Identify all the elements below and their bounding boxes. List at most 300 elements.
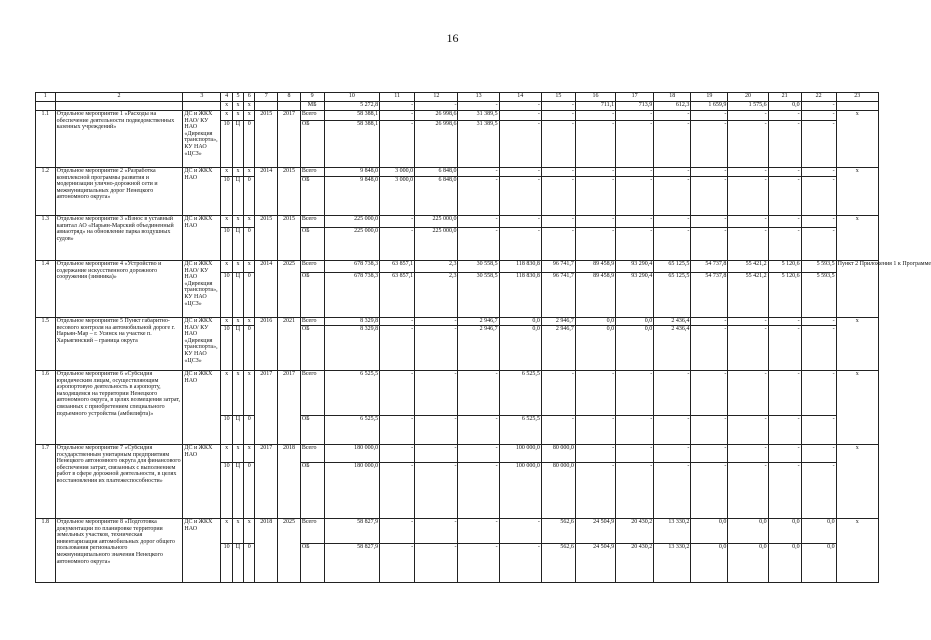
amount-cell: - [728, 121, 768, 168]
code-cell: Ц [232, 273, 243, 318]
funding-source: Всего [300, 216, 324, 228]
code-cell: 0 [244, 326, 255, 371]
amount-cell: - [380, 463, 415, 519]
end-year: 2017 [278, 111, 301, 168]
amount-cell: - [654, 216, 691, 228]
funding-source: ОБ [300, 228, 324, 261]
amount-cell: - [616, 463, 654, 519]
funding-source: ОБ [300, 121, 324, 168]
budget-total-cell: - [458, 102, 499, 111]
column-header: 18 [654, 93, 691, 102]
amount-cell: - [458, 228, 499, 261]
amount-cell: - [654, 445, 691, 463]
amount-cell: - [458, 463, 499, 519]
budget-total-cell: - [499, 102, 541, 111]
funding-source: Всего [300, 111, 324, 121]
amount-cell: - [541, 121, 575, 168]
amount-cell: 31 389,5 [458, 111, 499, 121]
amount-cell: - [801, 371, 836, 416]
amount-cell: 31 389,5 [458, 121, 499, 168]
column-header: 22 [801, 93, 836, 102]
amount-cell: - [654, 177, 691, 216]
amount-cell: - [768, 416, 801, 445]
code-cell: 10 [221, 463, 232, 519]
amount-cell: - [575, 216, 615, 228]
code-cell: x [221, 111, 232, 121]
code-cell: Ц [232, 544, 243, 583]
budget-total-cell: 0,0 [768, 102, 801, 111]
amount-cell: - [458, 177, 499, 216]
code-cell: Ц [232, 416, 243, 445]
code-cell: x [232, 519, 243, 544]
budget-total-cell: - [380, 102, 415, 111]
column-header: 10 [324, 93, 380, 102]
amount-cell: - [499, 228, 541, 261]
amount-cell: - [728, 326, 768, 371]
budget-total-cell [55, 102, 183, 111]
activity-number: 1.5 [36, 318, 56, 371]
end-year: 2015 [278, 168, 301, 216]
code-cell: 0 [244, 273, 255, 318]
activity-number: 1.1 [36, 111, 56, 168]
code-cell: 0 [244, 177, 255, 216]
amount-cell: - [575, 371, 615, 416]
code-cell: x [232, 168, 243, 177]
budget-total-cell: x [221, 102, 232, 111]
amount-cell: - [691, 216, 728, 228]
code-cell: Ц [232, 326, 243, 371]
amount-cell: - [768, 445, 801, 463]
amount-cell: 6 848,0 [415, 177, 458, 216]
end-year: 2015 [278, 216, 301, 261]
code-cell: x [244, 318, 255, 326]
amount-cell: - [654, 228, 691, 261]
amount-cell: - [499, 168, 541, 177]
amount-cell: 225 000,0 [324, 216, 380, 228]
column-header: 12 [415, 93, 458, 102]
amount-cell: 89 458,9 [575, 261, 615, 273]
start-year: 2016 [255, 318, 278, 371]
amount-cell: - [616, 416, 654, 445]
activity-number: 1.8 [36, 519, 56, 583]
responsible-executor: ДС и ЖКХ НАО [183, 371, 221, 445]
amount-cell: 58 388,1 [324, 111, 380, 121]
amount-cell: 180 000,0 [324, 445, 380, 463]
amount-cell: 58 827,9 [324, 519, 380, 544]
note-cell: Пункт 2 Приложения 1 к Программе [836, 261, 878, 318]
code-cell: Ц [232, 121, 243, 168]
amount-cell: - [458, 216, 499, 228]
amount-cell: 3 000,0 [380, 168, 415, 177]
activity-row-total [36, 261, 879, 273]
amount-cell: - [415, 416, 458, 445]
column-header: 15 [541, 93, 575, 102]
funding-source: ОБ [300, 544, 324, 583]
amount-cell: - [380, 544, 415, 583]
note-cell: x [836, 111, 878, 168]
budget-total-cell: 1 659,9 [691, 102, 728, 111]
code-cell: 10 [221, 121, 232, 168]
budget-total-cell: 713,9 [616, 102, 654, 111]
amount-cell: - [415, 318, 458, 326]
amount-cell: 0,0 [728, 519, 768, 544]
activity-name: Отдельное мероприятие 2 «Разработка комплексной программы развития и модернизации улично-дорожной сети и межмуниципальных дорог Ненецкого автономного округа» [55, 168, 183, 216]
amount-cell: 118 830,8 [499, 261, 541, 273]
amount-cell: - [654, 168, 691, 177]
amount-cell: - [415, 463, 458, 519]
amount-cell: 8 329,8 [324, 326, 380, 371]
code-cell: x [244, 168, 255, 177]
amount-cell: - [415, 445, 458, 463]
amount-cell: - [801, 168, 836, 177]
amount-cell: - [691, 168, 728, 177]
funding-source: Всего [300, 168, 324, 177]
amount-cell: 54 737,8 [691, 273, 728, 318]
amount-cell: - [728, 177, 768, 216]
column-header: 9 [300, 93, 324, 102]
amount-cell: - [728, 445, 768, 463]
amount-cell: - [458, 445, 499, 463]
amount-cell: - [380, 371, 415, 416]
budget-total-cell: - [541, 102, 575, 111]
amount-cell: 5 593,5 [801, 261, 836, 273]
amount-cell: 6 525,5 [499, 371, 541, 416]
responsible-executor: ДС и ЖКХ НАО [183, 168, 221, 216]
end-year: 2025 [278, 261, 301, 318]
amount-cell: - [575, 177, 615, 216]
column-header: 2 [55, 93, 183, 102]
amount-cell: 65 125,5 [654, 273, 691, 318]
amount-cell: - [458, 519, 499, 544]
amount-cell: 225 000,0 [415, 216, 458, 228]
activity-name: Отдельное мероприятие 4 «Устройство и содержание искусственного дорожного сооружения (зимника)» [55, 261, 183, 318]
amount-cell: 55 421,2 [728, 273, 768, 318]
amount-cell: - [575, 463, 615, 519]
amount-cell: - [728, 318, 768, 326]
activity-name: Отдельное мероприятие 8 «Подготовка документации по планировке территории земельных участков, техническая инвентаризация автомобильных дорог общего пользования регионального межмуниципального значения Ненецкого автономного округа» [55, 519, 183, 583]
column-header: 16 [575, 93, 615, 102]
amount-cell: - [380, 445, 415, 463]
amount-cell: 0,0 [691, 544, 728, 583]
amount-cell: 58 827,9 [324, 544, 380, 583]
amount-cell: - [499, 216, 541, 228]
start-year: 2017 [255, 371, 278, 445]
budget-total-cell: x [244, 102, 255, 111]
amount-cell: 2 946,7 [458, 326, 499, 371]
activity-number: 1.4 [36, 261, 56, 318]
amount-cell: - [458, 168, 499, 177]
amount-cell: - [654, 463, 691, 519]
budget-total-cell [36, 102, 56, 111]
budget-total-row [36, 102, 879, 111]
amount-cell: 5 593,5 [801, 273, 836, 318]
amount-cell: 0,0 [768, 519, 801, 544]
amount-cell: 0,0 [575, 326, 615, 371]
amount-cell: - [458, 371, 499, 416]
amount-cell: - [654, 416, 691, 445]
amount-cell: 54 737,8 [691, 261, 728, 273]
amount-cell: 13 330,2 [654, 544, 691, 583]
budget-total-cell [278, 102, 301, 111]
start-year: 2014 [255, 261, 278, 318]
activity-row-total [36, 318, 879, 326]
amount-cell: - [616, 371, 654, 416]
amount-cell: 2 946,7 [458, 318, 499, 326]
code-cell: x [244, 261, 255, 273]
responsible-executor: ДС и ЖКХ НАО/ КУ НАО «Дирекция транспорта», КУ НАО «ЦСЗ» [183, 111, 221, 168]
amount-cell: - [380, 111, 415, 121]
column-header: 23 [836, 93, 878, 102]
responsible-executor: ДС и ЖКХ НАО/ КУ НАО «Дирекция транспорта», КУ НАО «ЦСЗ» [183, 318, 221, 371]
amount-cell: - [691, 463, 728, 519]
code-cell: 10 [221, 273, 232, 318]
amount-cell: 118 830,8 [499, 273, 541, 318]
amount-cell: - [380, 318, 415, 326]
activity-name: Отдельное мероприятие 6 «Субсидия юридическим лицам, осуществляющим аэропортовую деятельность в аэропорту, находящемся на территории Ненецкого автономного округа, в целях возмещения затрат, связанных с приобретением специального подъемного устройства (амбилифта)» [55, 371, 183, 445]
responsible-executor: ДС и ЖКХ НАО [183, 519, 221, 583]
funding-source: ОБ [300, 273, 324, 318]
amount-cell: - [380, 121, 415, 168]
header-row [36, 93, 879, 102]
amount-cell: - [654, 111, 691, 121]
code-cell: x [221, 445, 232, 463]
amount-cell: 0,0 [499, 318, 541, 326]
code-cell: Ц [232, 177, 243, 216]
amount-cell: 6 848,0 [415, 168, 458, 177]
amount-cell: - [691, 371, 728, 416]
code-cell: Ц [232, 463, 243, 519]
amount-cell: - [728, 228, 768, 261]
activity-row-total [36, 216, 879, 228]
table-body [36, 93, 931, 583]
activity-number: 1.7 [36, 445, 56, 519]
end-year: 2025 [278, 519, 301, 583]
amount-cell: - [616, 168, 654, 177]
column-header: 14 [499, 93, 541, 102]
amount-cell: 63 857,1 [380, 273, 415, 318]
amount-cell: 0,0 [728, 544, 768, 583]
amount-cell: - [499, 111, 541, 121]
activity-row-total [36, 111, 879, 121]
amount-cell: - [616, 216, 654, 228]
amount-cell: - [801, 445, 836, 463]
funding-source: ОБ [300, 463, 324, 519]
amount-cell: - [768, 216, 801, 228]
code-cell: x [232, 216, 243, 228]
amount-cell: - [616, 177, 654, 216]
amount-cell: 2 946,7 [541, 318, 575, 326]
amount-cell: 562,6 [541, 544, 575, 583]
code-cell: x [221, 371, 232, 416]
column-header: 21 [768, 93, 801, 102]
amount-cell: - [575, 121, 615, 168]
column-header: 5 [232, 93, 243, 102]
amount-cell: - [728, 111, 768, 121]
amount-cell: 2 946,7 [541, 326, 575, 371]
start-year: 2014 [255, 168, 278, 216]
start-year: 2015 [255, 111, 278, 168]
note-cell: x [836, 168, 878, 216]
activity-number: 1.6 [36, 371, 56, 445]
amount-cell: 225 000,0 [324, 228, 380, 261]
amount-cell: - [458, 416, 499, 445]
page-number: 16 [446, 31, 459, 45]
amount-cell: - [499, 544, 541, 583]
amount-cell: 30 558,5 [458, 261, 499, 273]
budget-total-cell: 711,1 [575, 102, 615, 111]
code-cell: 0 [244, 228, 255, 261]
amount-cell: 2 436,4 [654, 326, 691, 371]
column-header: 8 [278, 93, 301, 102]
note-cell: x [836, 216, 878, 261]
amount-cell: - [541, 416, 575, 445]
activity-name: Отдельное мероприятие 7 «Субсидия государственным унитарным предприятиям Ненецкого автономного округа для финансового обеспечения затрат, связанных с выполнением работ в сфере дорожной деятельности, в целях восстановления их платежеспособности» [55, 445, 183, 519]
funding-source: Всего [300, 445, 324, 463]
code-cell: 10 [221, 544, 232, 583]
code-cell: x [221, 168, 232, 177]
amount-cell: - [728, 416, 768, 445]
amount-cell: 96 741,7 [541, 273, 575, 318]
amount-cell: - [691, 177, 728, 216]
end-year: 2017 [278, 371, 301, 445]
amount-cell: - [654, 371, 691, 416]
amount-cell: - [415, 326, 458, 371]
funding-source: ОБ [300, 326, 324, 371]
amount-cell: - [575, 445, 615, 463]
funding-source: ОБ [300, 177, 324, 216]
amount-cell: - [499, 519, 541, 544]
amount-cell: 13 330,2 [654, 519, 691, 544]
funding-source: Всего [300, 261, 324, 273]
amount-cell: - [616, 228, 654, 261]
amount-cell: 100 000,0 [499, 445, 541, 463]
activity-row-total [36, 445, 879, 463]
responsible-executor: ДС и ЖКХ НАО [183, 445, 221, 519]
code-cell: 10 [221, 326, 232, 371]
column-header: 7 [255, 93, 278, 102]
amount-cell: - [768, 228, 801, 261]
note-cell: x [836, 519, 878, 583]
amount-cell: 0,0 [801, 544, 836, 583]
program-activities-table [35, 92, 931, 583]
code-cell: x [221, 519, 232, 544]
code-cell: x [244, 371, 255, 416]
amount-cell: - [616, 121, 654, 168]
budget-total-cell [255, 102, 278, 111]
amount-cell: - [768, 111, 801, 121]
amount-cell: - [801, 177, 836, 216]
column-header: 1 [36, 93, 56, 102]
amount-cell: 8 329,8 [324, 318, 380, 326]
note-cell: x [836, 445, 878, 519]
amount-cell: - [415, 544, 458, 583]
start-year: 2018 [255, 519, 278, 583]
column-header: 3 [183, 93, 221, 102]
amount-cell: - [380, 416, 415, 445]
start-year: 2017 [255, 445, 278, 519]
amount-cell: - [691, 416, 728, 445]
amount-cell: - [380, 216, 415, 228]
amount-cell: - [691, 445, 728, 463]
amount-cell: - [768, 318, 801, 326]
activity-row-total [36, 519, 879, 544]
amount-cell: 26 998,6 [415, 121, 458, 168]
amount-cell: - [801, 416, 836, 445]
amount-cell: - [499, 177, 541, 216]
code-cell: 0 [244, 463, 255, 519]
activity-row-total [36, 371, 879, 416]
budget-total-cell: 1 575,6 [728, 102, 768, 111]
code-cell: 10 [221, 177, 232, 216]
amount-cell: - [728, 216, 768, 228]
code-cell: x [232, 445, 243, 463]
code-cell: 10 [221, 416, 232, 445]
amount-cell: - [691, 111, 728, 121]
amount-cell: 0,0 [768, 544, 801, 583]
amount-cell: - [801, 216, 836, 228]
budget-total-cell: - [415, 102, 458, 111]
code-cell: x [244, 216, 255, 228]
amount-cell: - [801, 318, 836, 326]
amount-cell: - [801, 326, 836, 371]
amount-cell: - [499, 121, 541, 168]
activity-number: 1.3 [36, 216, 56, 261]
funding-source: Всего [300, 519, 324, 544]
code-cell: 10 [221, 228, 232, 261]
amount-cell: - [768, 463, 801, 519]
amount-cell: - [575, 228, 615, 261]
amount-cell: 58 388,1 [324, 121, 380, 168]
code-cell: 0 [244, 121, 255, 168]
amount-cell: - [691, 228, 728, 261]
amount-cell: 30 558,5 [458, 273, 499, 318]
amount-cell: - [575, 168, 615, 177]
amount-cell: - [768, 326, 801, 371]
amount-cell: 2 436,4 [654, 318, 691, 326]
activity-name: Отдельное мероприятие 3 «Взнос в уставный капитал АО «Нарьян-Марский объединенный авиаотряд» на обновление парка воздушных судов» [55, 216, 183, 261]
amount-cell: - [768, 371, 801, 416]
amount-cell: - [541, 228, 575, 261]
amount-cell: - [616, 445, 654, 463]
activity-number: 1.2 [36, 168, 56, 216]
amount-cell: 93 290,4 [616, 273, 654, 318]
amount-cell: - [691, 326, 728, 371]
code-cell: x [244, 519, 255, 544]
amount-cell: - [616, 111, 654, 121]
budget-total-cell [183, 102, 221, 111]
amount-cell: - [541, 177, 575, 216]
note-cell: x [836, 371, 878, 445]
column-header: 4 [221, 93, 232, 102]
amount-cell: - [380, 326, 415, 371]
funding-source: Всего [300, 318, 324, 326]
amount-cell: - [801, 463, 836, 519]
amount-cell: 0,0 [499, 326, 541, 371]
code-cell: x [221, 318, 232, 326]
amount-cell: 89 458,9 [575, 273, 615, 318]
amount-cell: 5 120,6 [768, 273, 801, 318]
amount-cell: 20 430,2 [616, 544, 654, 583]
amount-cell: - [541, 111, 575, 121]
code-cell: 0 [244, 544, 255, 583]
budget-total-cell: x [232, 102, 243, 111]
amount-cell: 96 741,7 [541, 261, 575, 273]
budget-total-cell: 5 272,8 [324, 102, 380, 111]
amount-cell: 9 848,0 [324, 168, 380, 177]
amount-cell: - [768, 168, 801, 177]
code-cell: x [232, 371, 243, 416]
amount-cell: 24 504,9 [575, 544, 615, 583]
